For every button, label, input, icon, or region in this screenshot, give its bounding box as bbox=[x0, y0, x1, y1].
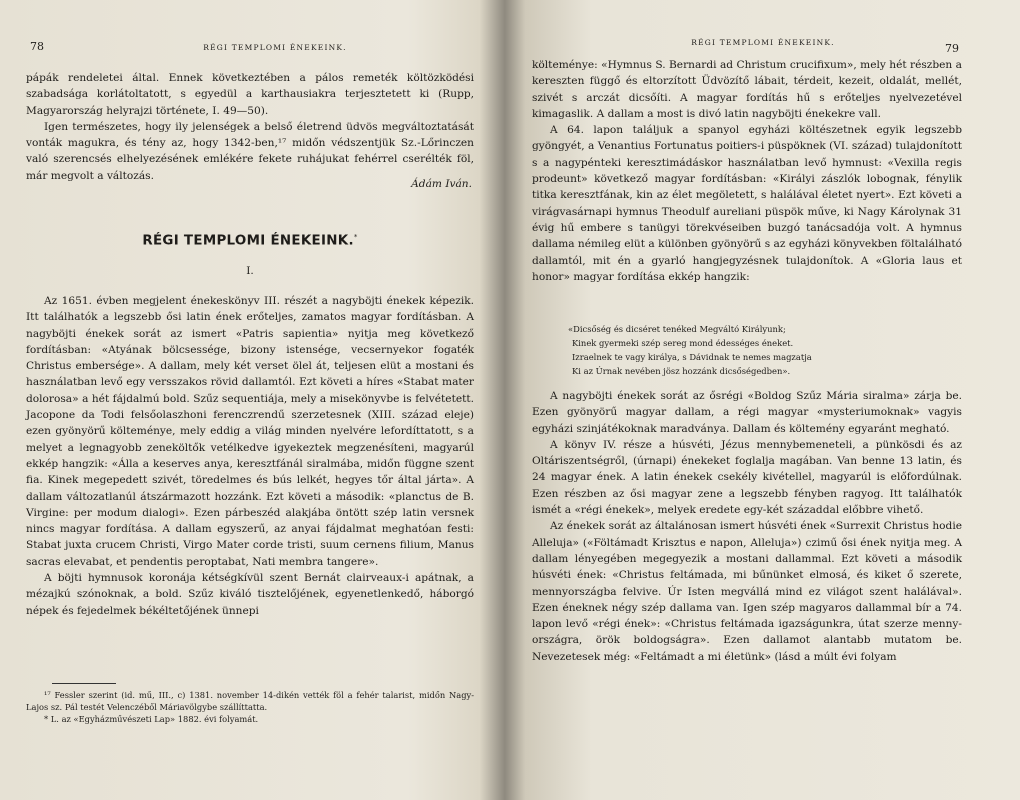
paragraph: A nagyböjti énekek sorát az ősrégi «Boldog Szűz Mária siralma» zárja be. Ezen gyönyörű magyar dallam, a régi magyar «mysteriumoknak» vagyis egyházi szinjátékoknak maradványa. Dallam és költemény egyaránt megható. bbox=[532, 390, 962, 435]
page-number: 78 bbox=[30, 40, 44, 53]
page-number: 79 bbox=[945, 42, 959, 55]
paragraph: Az 1651. évben megjelent énekeskönyv III. részét a nagyböjti énekek képezik. Itt találhatók a legszebb ősi latin ének erőteljes, zamatos magyar fordításban. A nagyböjti énekek sorát az ismert «Patris sapientia» nyitja meg következő fordításban: «Atyának bölcsessége, bizony istensége, vecsernyekor fogaték Christus embersége». A dallam, mely két verset ölel át, teljesen elüt a mostani és használatban levő egy versszakos rövid dallamtól. Ezt követi a híres «Stabat mater dolorosa» a hét fájdalmú bold. Szűz sequentiája, mely a misekönyvbe is felvétetett. Jacopone da Todi felsőolaszhoni ferenczrendű szerzetesnek (XIII. század eleje) ezen gyönyörű költeménye, mely eddig a világ minden nyelvére lefordíttatott, s a melyet a legnagyobb zeneköltők vetélkedve igyekeztek megzenésíteni, magyarúl ekkép hangzik: «Álla a keserves anya, keresztfánál siralmába, midőn függne szent fia. Kinek megepedett szivét, töredelmes és bús lelkét, hegyes tőr által járta». A dallam változatlanúl átszármazott hozzánk. Ezt követi a második: «planctus de B. Virgine: per modum dialogi». Ezen párbeszéd alakjába öntött szép latin versnek nincs magyar fordítása. A dallam egyszerű, az anyai fájdalmat meghatóan festi: Stabat juxta crucem Christi, Virgo Mater corde tristi, suum cernens filium, Manus sacras elevabat, et pendentis peroptabat, Nati membra tangere». bbox=[26, 295, 474, 568]
footnote: ¹⁷ Fessler szerint (id. mű, III., c) 1381. november 14-dikén vették föl a fehér talarist, midőn Nagy-Lajos sz. Pál testét Velenczéből Máriavölgybe szállíttatta. bbox=[26, 690, 474, 712]
author-signature: Ádám Iván. bbox=[411, 178, 472, 190]
paragraph: pápák rendeletei által. Ennek következtében a pálos remeték költözködési szabadsága korlátoltatott, s egyedül a karthausiakra terjesztetett ki (Rupp, Magyarország helyrajzi története, I. 49—50). bbox=[26, 72, 474, 117]
section-number: I. bbox=[246, 265, 254, 277]
article-title bbox=[26, 233, 474, 248]
paragraph: költeménye: «Hymnus S. Bernardi ad Christum crucifixum», mely hét részben a kereszten függő és eltorzított Üdvözítő lábait, térdeit, kezeit, oldalát, mellét, szivét s arczát dicsőíti. A magyar fordítás hű s erőteljes nyelvezetével kimagaslik. A dallam a most is divó latin nagyböjti énekekre vall. bbox=[532, 59, 962, 120]
hymn-line: «Dicsőség és dicséret tenéked Megváltó Királyunk; bbox=[568, 324, 786, 334]
left-page bbox=[0, 0, 500, 800]
quoted-hymn bbox=[568, 322, 928, 378]
right-page bbox=[508, 0, 1020, 800]
footnotes bbox=[26, 690, 474, 725]
text-block-top bbox=[532, 57, 962, 285]
paragraph: Igen természetes, hogy ily jelenségek a belső életrend üdvös megváltoztatását vonták magukra, és tény az, hogy 1342-ben,¹⁷ midőn védszentjük Sz.-Lőrinczen való szerencsés elhelyezésének emlékére fekete ruhájukat fehérrel cserélték föl, már megvolt a változás. bbox=[26, 120, 474, 182]
paragraph: Az énekek sorát az általánosan ismert húsvéti ének «Surrexit Christus hodie Alleluja» («Föltámadt Krisztus e napon, Alleluja») czimű ősi ének nyitja meg. A dallam lényegében megegyezik a mostani dallammal. Ezt követi a második húsvéti ének: «Christus feltámada, mi bűnünket elmosá, és kiket ő szerete, mennyországba felvive. Úr Isten megvállá mind ez világot szent halálával». Ezen éneknek négy szép dallama van. Igen szép magyaros dallammal bír a 74. lapon levő «régi ének»: «Christus feltámada igazságunkra, útat szerze mennyországra, örök boldogságra». Ezen dallamot alantabb mutatom be. Nevezetesek még: «Feltámadt a mi életünk» (lásd a múlt évi folyam bbox=[532, 520, 962, 663]
hymn-line: Kinek gyermeki szép sereg mond édességes éneket. bbox=[572, 338, 794, 348]
running-head: RÉGI TEMPLOMI ÉNEKEINK. bbox=[691, 38, 835, 47]
paragraph: A 64. lapon találjuk a spanyol egyházi költészetnek egyik legszebb gyöngyét, a Venantius Fortunatus poitiers-i püspöknek (VI. század) tulajdonított s a nagypénteki keresztimádáskor használatban levő hymnust: «Vexilla regis prodeunt» következő magyar fordításban: «Királyi zászlók lobognak, fénylik titka keresztfának, kin az élet megöletett, s halálával életet nyert». Ezt követi a virágvasárnapi hymnus Theodulf aureliani püspök műve, ki Nagy Károlynak 31 évig hű embere s tanügyi törekvéseiben buzgó tanácsadója volt. A hymnus dallama némileg elüt a különben gyönyörű s az egyházi könyvekben föltalálható dallamtól, mit én a gyarló hangjegyzésnek tulajdonítok. A «Gloria laus et honor» magyar fordítása ekkép hangzik: bbox=[532, 124, 962, 283]
paragraph: A könyv IV. része a húsvéti, Jézus mennybemeneteli, a pünkösdi és az Oltáriszentségről, (úrnapi) énekeket foglalja magában. Van benne 13 latin, és 24 magyar ének. A latin énekek csekély kivétellel, magyarúl is előfordúlnak. Ezen részben az ősi magyar zene a legszebb fényben ragyog. Itt találhatók ismét a «régi énekek», melyek eredete egy-két századdal előbbre vihető. bbox=[532, 438, 962, 517]
text-block-main bbox=[26, 293, 474, 619]
text-block-bottom bbox=[532, 388, 962, 665]
footnote-rule bbox=[52, 683, 116, 684]
article-title-text: RÉGI TEMPLOMI ÉNEKEINK. bbox=[142, 233, 354, 249]
hymn-line: Izraelnek te vagy királya, s Dávidnak te nemes magzatja bbox=[572, 352, 812, 362]
paragraph: A böjti hymnusok koronája kétségkívül szent Bernát clairveaux-i apátnak, a mézajkú szónoknak, a bold. Szűz kiváló tisztelőjének, egyenetlenkedő, háborgó népek és fejedelmek békéltetőjének ünnepi bbox=[26, 572, 474, 617]
footnote-marker: * bbox=[353, 233, 358, 241]
footnote: * L. az «Egyházművészeti Lap» 1882. évi folyamát. bbox=[44, 713, 259, 724]
running-head: RÉGI TEMPLOMI ÉNEKEINK. bbox=[203, 43, 347, 52]
text-block-top bbox=[26, 70, 474, 184]
hymn-line: Ki az Úrnak nevében jösz hozzánk dicsőségedben». bbox=[572, 366, 791, 376]
